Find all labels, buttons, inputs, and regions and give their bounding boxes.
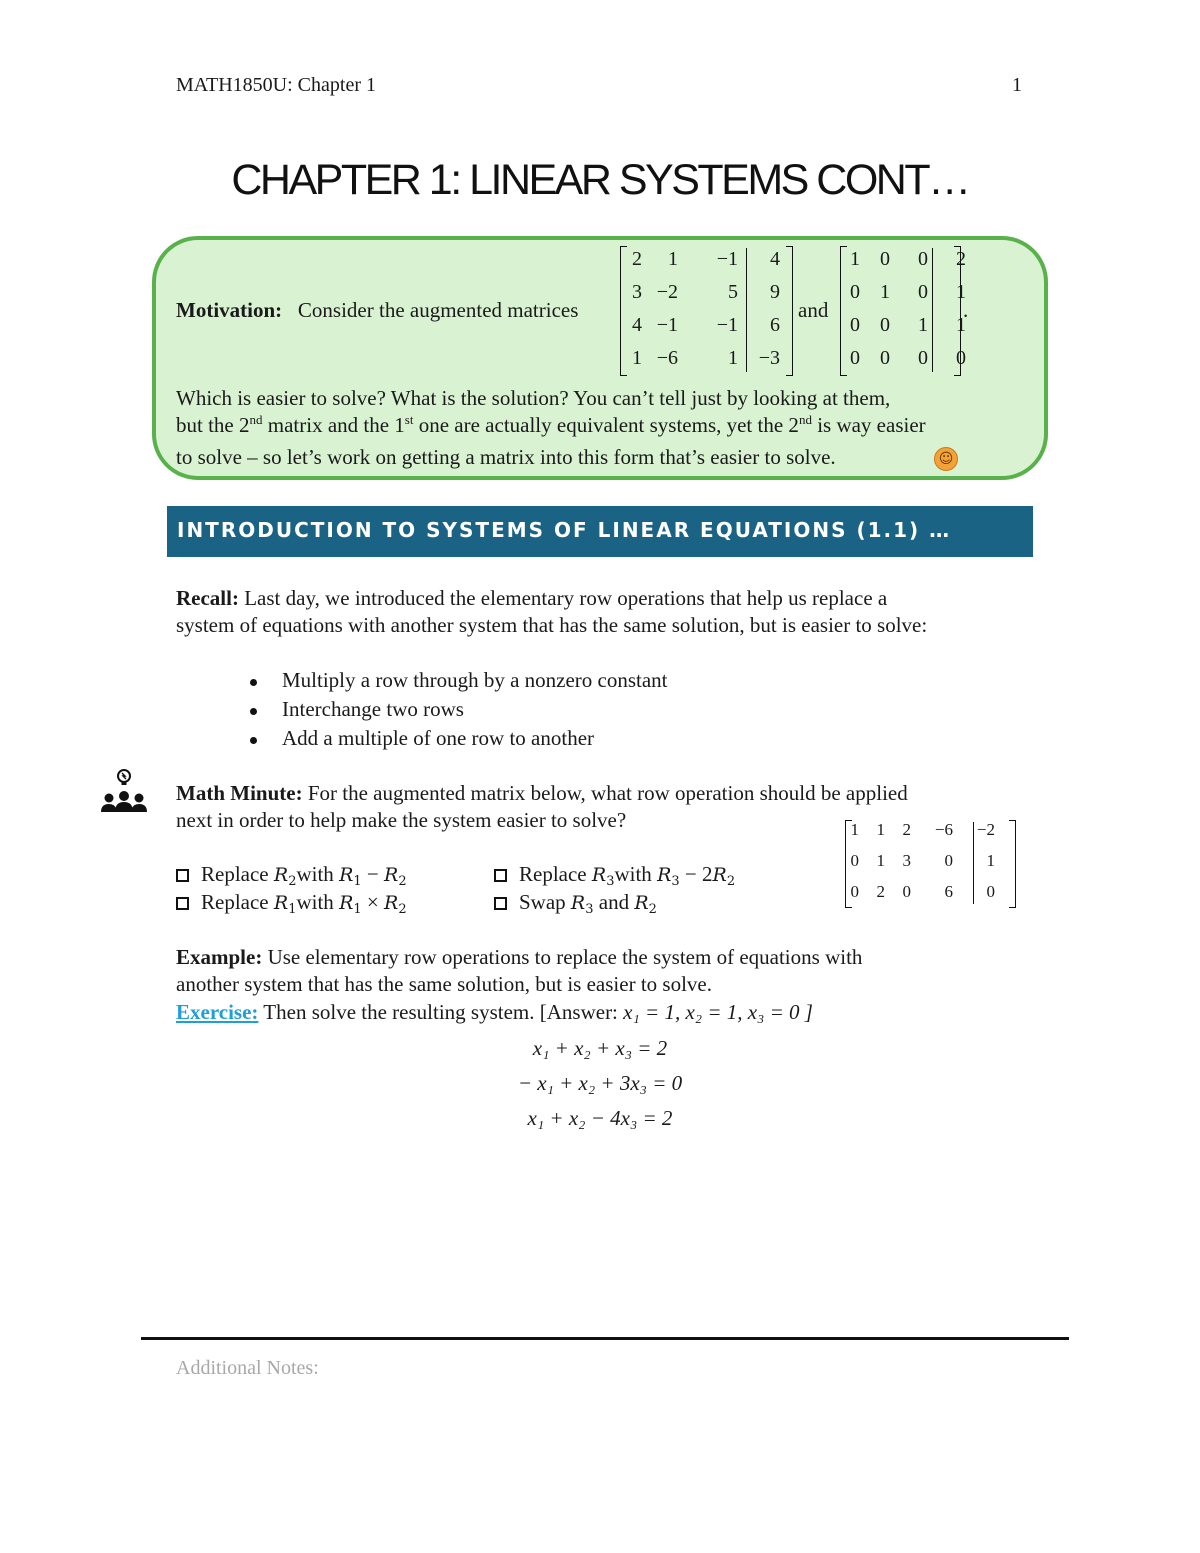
math-minute-text-1: For the augmented matrix below, what row operation should be applied (302, 781, 908, 805)
option-text: Replace (201, 862, 274, 886)
smile-emoji-icon: ☺ (934, 447, 958, 471)
example-label: Example: (176, 945, 263, 969)
matrix-cell: 0 (850, 851, 859, 870)
matrix-cell: 0 (918, 281, 928, 303)
math-symbol: R (339, 892, 354, 914)
matrix-cell: 2 (902, 820, 911, 839)
math-minute-line-1 (176, 781, 908, 806)
equation-2: − x₁ + x₂ + 3x₃ = 0 (517, 1071, 683, 1095)
group-idea-icon (98, 768, 150, 820)
matrix-cell: 1 (918, 314, 928, 336)
recall-line-2: system of equations with another system that has the same solution, but is easier to solve: (176, 613, 928, 637)
equation-1: x₁ + x₂ + x₃ = 2 (532, 1036, 668, 1060)
matrix-cell: −1 (656, 314, 678, 336)
math-operator: − (361, 862, 384, 886)
matrix-cell: 1 (728, 347, 738, 369)
superscript-st: st (404, 412, 414, 427)
matrix-cell: 3 (632, 281, 642, 303)
math-symbol: R (273, 892, 289, 914)
motivation-line-2 (176, 413, 926, 438)
math-subscript: 2 (398, 874, 407, 889)
option-text: with (614, 862, 658, 886)
matrix-cell: 5 (728, 281, 738, 303)
section-title: INTRODUCTION TO SYSTEMS OF LINEAR EQUATIONS (1.1) … (177, 518, 952, 542)
math-subscript: 3 (585, 902, 594, 917)
matrix-cell: 9 (770, 281, 780, 303)
additional-notes-label: Additional Notes: (176, 1357, 319, 1379)
matrix-cell: 1 (880, 281, 890, 303)
option-replace-r1[interactable] (176, 890, 407, 917)
matrix-cell: 0 (850, 882, 859, 901)
matrix-b (840, 244, 964, 376)
matrix-cell: −2 (976, 820, 995, 839)
motivation-intro-text: Consider the augmented matrices (297, 298, 579, 322)
math-minute-matrix (845, 818, 1017, 908)
matrix-cell: 6 (944, 882, 953, 901)
math-subscript: 3 (606, 874, 615, 889)
math-subscript: 2 (288, 874, 297, 889)
matrix-cell: −6 (934, 820, 953, 839)
math-symbol: R (570, 892, 586, 914)
motivation-line-2-part: is way easier (811, 413, 926, 437)
option-text: Replace (519, 862, 592, 886)
matrix-cell: 1 (986, 851, 995, 870)
matrix-cell: 0 (944, 851, 953, 870)
exercise-link[interactable]: Exercise: (176, 1000, 259, 1024)
motivation-period: . (963, 298, 969, 322)
equation-3: x₁ + x₂ − 4x₃ = 2 (527, 1106, 673, 1130)
option-text: Replace (201, 890, 274, 914)
matrix-cell: 0 (880, 314, 890, 336)
matrix-cell: 4 (632, 314, 642, 336)
exercise-text: Then solve the resulting system. [Answer: (258, 1000, 624, 1024)
matrix-cell: 2 (632, 248, 642, 270)
option-swap[interactable] (494, 890, 657, 917)
math-subscript: 3 (671, 874, 680, 889)
math-subscript: 2 (648, 902, 657, 917)
list-item: Multiply a row through by a nonzero constant (248, 668, 668, 697)
motivation-label: Motivation: (176, 298, 283, 322)
math-symbol: R (591, 864, 607, 886)
option-text: and (593, 890, 635, 914)
page-title: CHAPTER 1: LINEAR SYSTEMS CONT… (231, 156, 969, 204)
option-text: with (296, 890, 340, 914)
matrix-cell: 1 (632, 347, 642, 369)
matrix-cell: 0 (918, 347, 928, 369)
matrix-cell: 0 (880, 248, 890, 270)
matrix-cell: 2 (956, 248, 966, 270)
example-text-1: Use elementary row operations to replace the system of equations with (262, 945, 863, 969)
row-operations-list (248, 668, 668, 755)
matrix-cell: −6 (656, 347, 678, 369)
example-line-1 (176, 945, 862, 970)
matrix-cell: 0 (986, 882, 995, 901)
checkbox[interactable] (494, 869, 507, 882)
motivation-line-2-part: matrix and the 1 (262, 413, 405, 437)
matrix-a (620, 244, 796, 376)
matrix-cell: −2 (656, 281, 678, 303)
page-number: 1 (1012, 74, 1022, 96)
matrix-cell: −3 (758, 347, 780, 369)
matrix-cell: −1 (716, 248, 738, 270)
math-operator: − 2 (679, 862, 713, 886)
superscript-nd: nd (249, 412, 263, 427)
math-symbol: R (384, 864, 399, 886)
math-subscript: 1 (353, 874, 362, 889)
checkbox[interactable] (176, 897, 189, 910)
matrix-cell: 1 (850, 820, 859, 839)
option-text: Swap (519, 890, 571, 914)
matrix-cell: 6 (770, 314, 780, 336)
math-symbol: R (339, 864, 354, 886)
header-course: MATH1850U: Chapter 1 (176, 74, 376, 96)
exercise-line (176, 1000, 813, 1025)
exercise-answer: x₁ = 1, x₂ = 1, x₃ = 0 ] (623, 1000, 813, 1024)
list-item: Add a multiple of one row to another (248, 726, 668, 755)
math-symbol: R (657, 864, 672, 886)
option-text: with (296, 862, 340, 886)
math-subscript: 1 (353, 902, 362, 917)
superscript-nd: nd (798, 412, 812, 427)
motivation-line-2-part: but the 2 (176, 413, 250, 437)
math-symbol: R (634, 892, 649, 914)
matrix-cell: 3 (902, 851, 911, 870)
recall-label: Recall: (176, 586, 239, 610)
recall-text-1: Last day, we introduced the elementary row operations that help us replace a (238, 586, 888, 610)
math-minute-line-2: next in order to help make the system easier to solve? (176, 808, 627, 832)
math-minute-label: Math Minute: (176, 781, 303, 805)
matrix-cell: −1 (716, 314, 738, 336)
matrix-cell: 0 (956, 347, 966, 369)
motivation-line-2-part: one are actually equivalent systems, yet the 2 (413, 413, 799, 437)
matrix-cell: 1 (956, 314, 966, 336)
motivation-and: and (798, 298, 829, 322)
math-symbol: R (273, 864, 289, 886)
matrix-cell: 0 (880, 347, 890, 369)
matrix-cell: 0 (850, 347, 860, 369)
matrix-cell: 0 (918, 248, 928, 270)
math-subscript: 1 (288, 902, 297, 917)
matrix-cell: 1 (850, 248, 860, 270)
matrix-cell: 2 (876, 882, 885, 901)
math-subscript: 2 (398, 902, 407, 917)
math-subscript: 2 (726, 874, 736, 889)
math-symbol: R (712, 864, 727, 886)
footer-divider (141, 1337, 1069, 1340)
matrix-cell: 0 (850, 281, 860, 303)
matrix-cell: 1 (956, 281, 966, 303)
matrix-cell: 1 (668, 248, 678, 270)
option-replace-r2[interactable] (176, 862, 407, 889)
option-replace-r3[interactable] (494, 862, 735, 889)
recall-line-1 (176, 586, 887, 611)
motivation-line-1: Which is easier to solve? What is the solution? You can’t tell just by looking at them, (176, 386, 891, 410)
matrix-cell: 0 (850, 314, 860, 336)
list-item: Interchange two rows (248, 697, 668, 726)
motivation-intro (176, 298, 578, 323)
matrix-cell: 0 (902, 882, 911, 901)
math-symbol: R (384, 892, 399, 914)
checkbox[interactable] (176, 869, 189, 882)
matrix-cell: 4 (770, 248, 780, 270)
matrix-cell: 1 (876, 820, 885, 839)
motivation-line-3: to solve – so let’s work on getting a matrix into this form that’s easier to solve. (176, 445, 836, 469)
matrix-cell: 1 (876, 851, 885, 870)
example-line-2: another system that has the same solution, but is easier to solve. (176, 972, 712, 996)
checkbox[interactable] (494, 897, 507, 910)
math-operator: × (361, 890, 384, 914)
